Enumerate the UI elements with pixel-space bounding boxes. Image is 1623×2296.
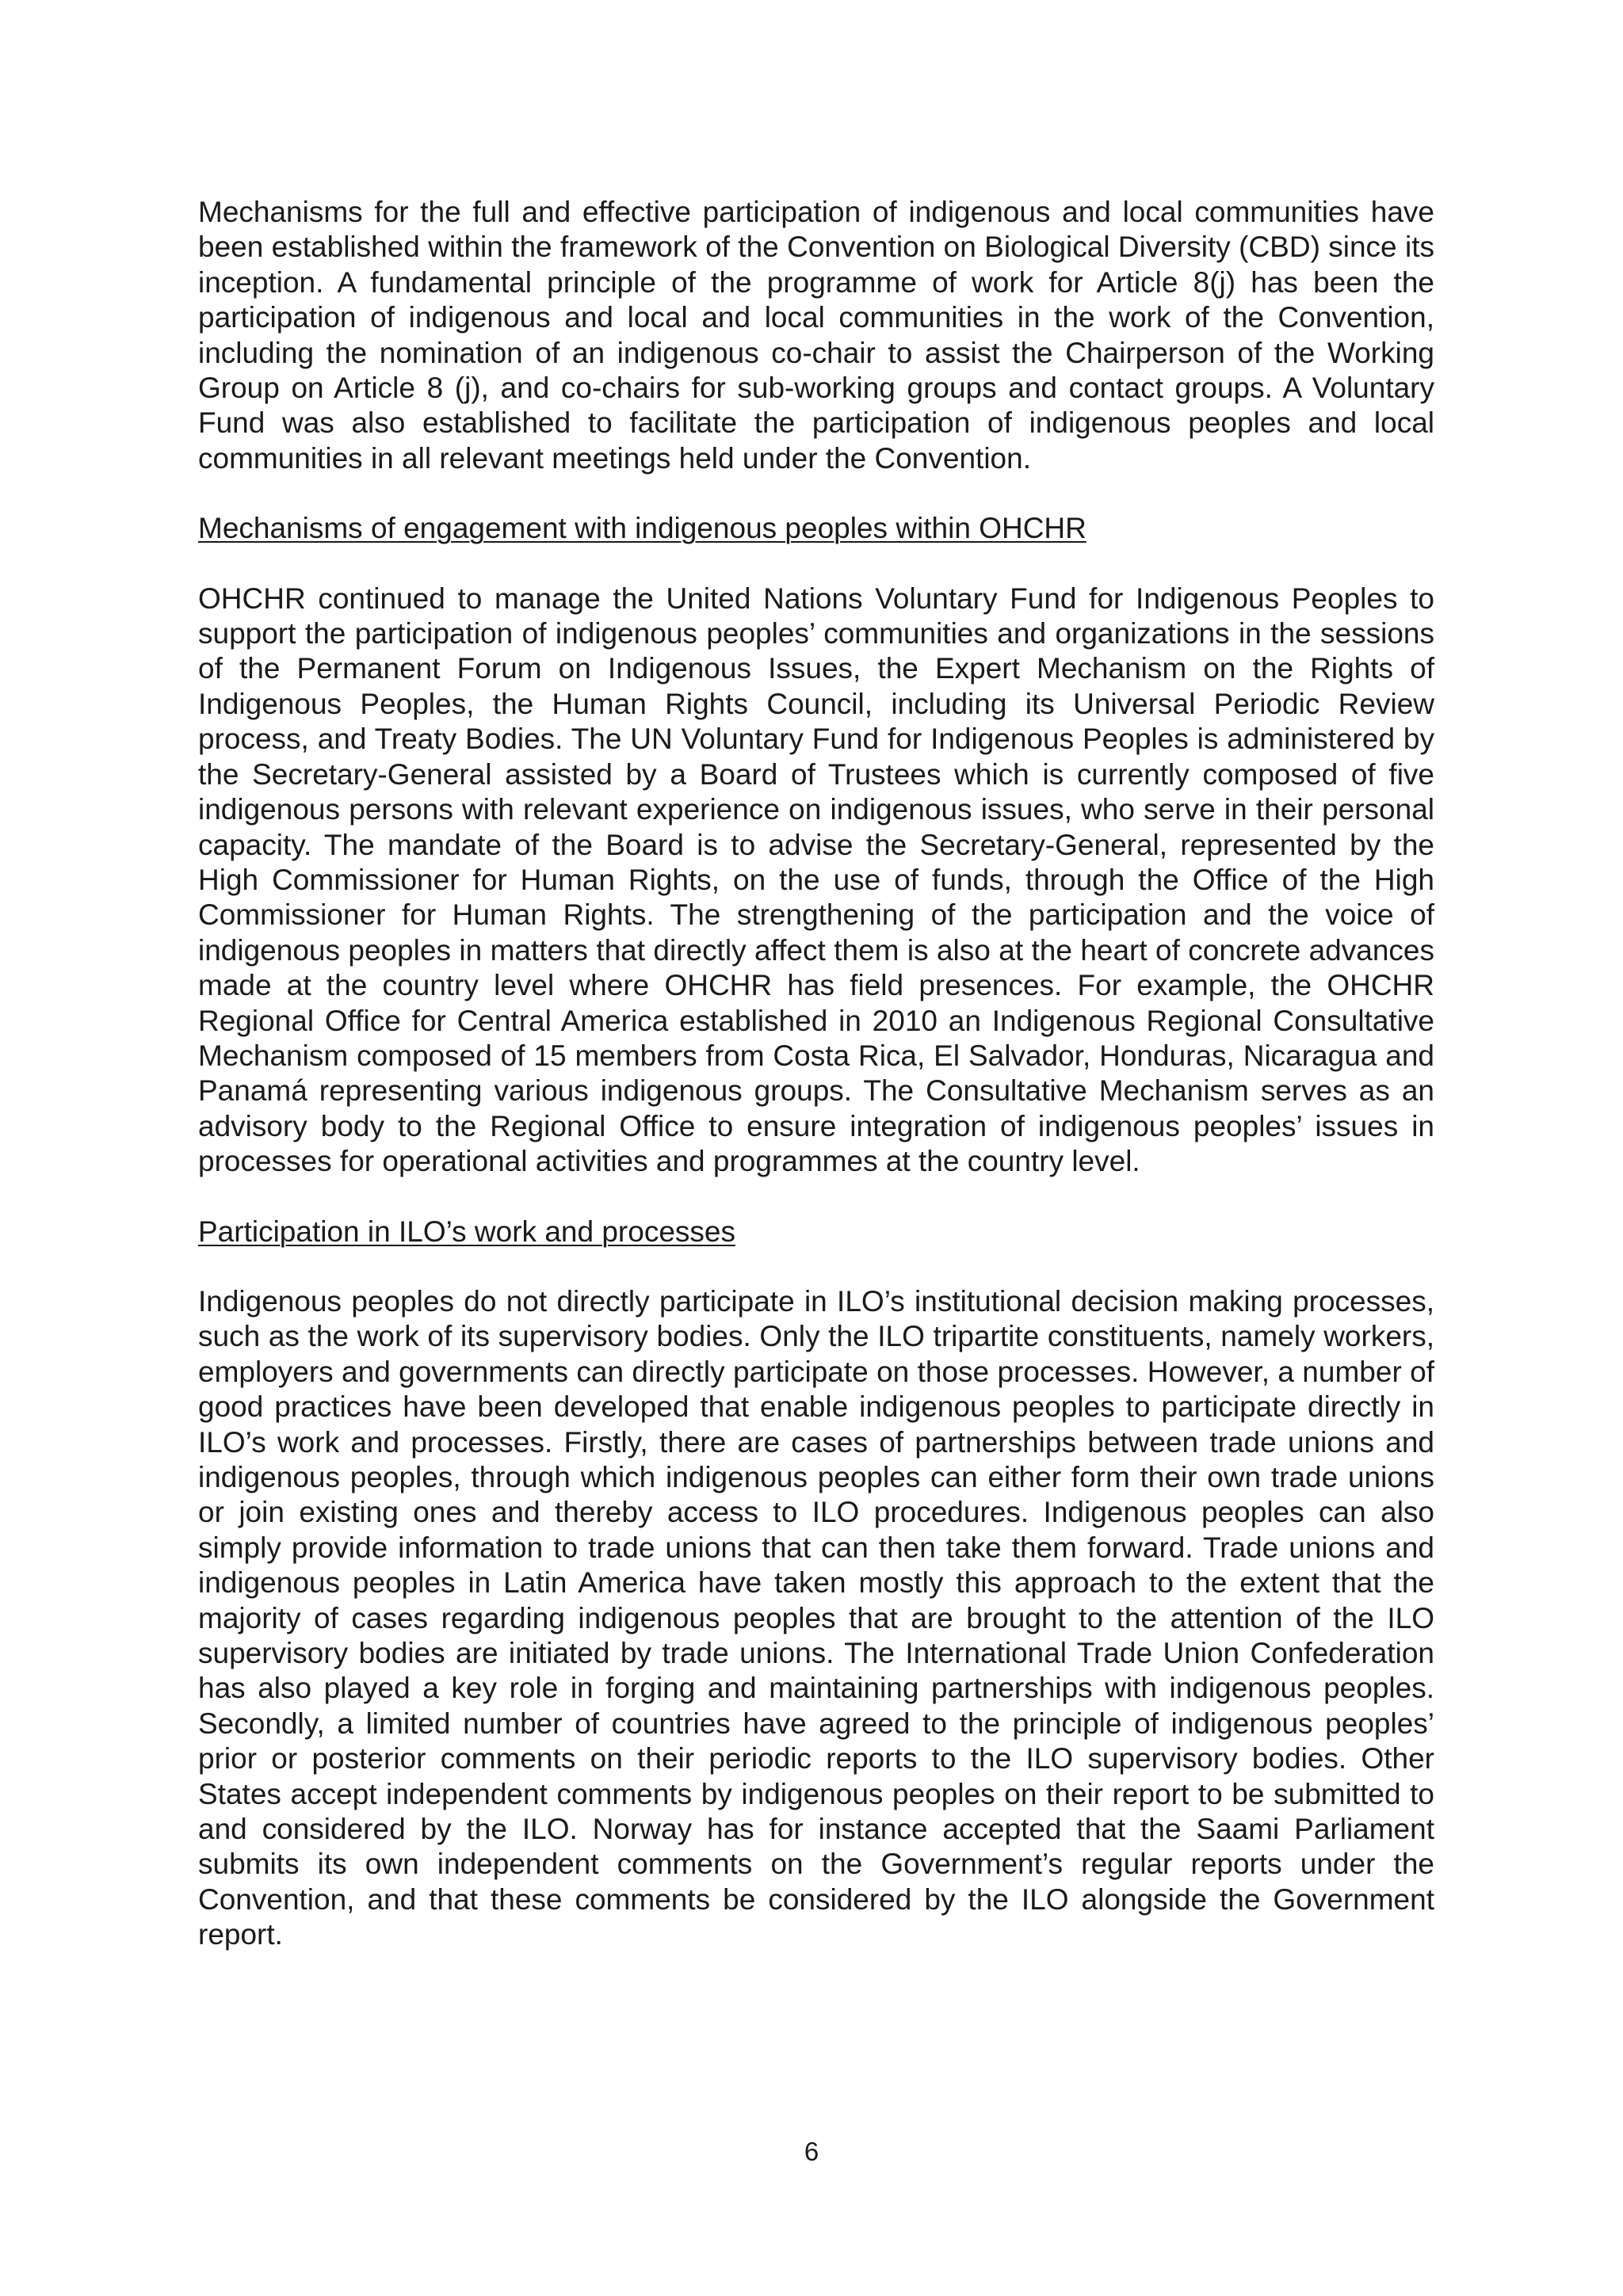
paragraph-ilo-participation: Indigenous peoples do not directly participate in ILO’s institutional decision making processes, such as the work of its supervisory bodies. Only the ILO tripartite constituents, namely workers, employers and governments can directly participate on those processes. However, a number of good practices have been developed that enable indigenous peoples to participate directly in ILO’s work and processes. Firstly, there are cases of partnerships between trade unions and indigenous peoples, through which indigenous peoples can either form their own trade unions or join existing ones and thereby access to ILO procedures. Indigenous peoples can also simply provide information to trade unions that can then take them forward. Trade unions and indigenous peoples in Latin America have taken mostly this approach to the extent that the majority of cases regarding indigenous peoples that are brought to the attention of the ILO supervisory bodies are initiated by trade unions. The International Trade Union Confederation has also played a key role in forging and maintaining partnerships with indigenous peoples. Secondly, a limited number of countries have agreed to the principle of indigenous peoples’ prior or posterior comments on their periodic reports to the ILO supervisory bodies. Other States accept independent comments by indigenous peoples on their report to be submitted to and considered by the ILO. Norway has for instance accepted that the Saami Parliament submits its own independent comments on the Government’s regular reports under the Convention, and that these comments be considered by the ILO alongside the Government report.: [198, 1284, 1434, 1951]
paragraph-ohchr-voluntary-fund: OHCHR continued to manage the United Nations Voluntary Fund for Indigenous Peoples to support the participation of indigenous peoples’ communities and organizations in the sessions of the Permanent Forum on Indigenous Issues, the Expert Mechanism on the Rights of Indigenous Peoples, the Human Rights Council, including its Universal Periodic Review process, and Treaty Bodies. The UN Voluntary Fund for Indigenous Peoples is administered by the Secretary-General assisted by a Board of Trustees which is currently composed of five indigenous persons with relevant experience on indigenous issues, who serve in their personal capacity. The mandate of the Board is to advise the Secretary-General, represented by the High Commissioner for Human Rights, on the use of funds, through the Office of the High Commissioner for Human Rights. The strengthening of the participation and the voice of indigenous peoples in matters that directly affect them is also at the heart of concrete advances made at the country level where OHCHR has field presences. For example, the OHCHR Regional Office for Central America established in 2010 an Indigenous Regional Consultative Mechanism composed of 15 members from Costa Rica, El Salvador, Honduras, Nicaragua and Panamá representing various indigenous groups. The Consultative Mechanism serves as an advisory body to the Regional Office to ensure integration of indigenous peoples’ issues in processes for operational activities and programmes at the country level.: [198, 582, 1434, 1178]
paragraph-spacer: [198, 547, 1434, 582]
paragraph-spacer: [198, 476, 1434, 511]
paragraph-spacer: [198, 1180, 1434, 1215]
section-heading-ohchr: Mechanisms of engagement with indigenous peoples within OHCHR: [198, 512, 1086, 545]
document-body: [198, 195, 1434, 1953]
page-number: 6: [804, 2137, 819, 2166]
paragraph-cbd-mechanisms: Mechanisms for the full and effective participation of indigenous and local communities have been established within the framework of the Convention on Biological Diversity (CBD) since its inception. A fundamental principle of the programme of work for Article 8(j) has been the participation of indigenous and local and local communities in the work of the Convention, including the nomination of an indigenous co-chair to assist the Chairperson of the Working Group on Article 8 (j), and co-chairs for sub-working groups and contact groups. A Voluntary Fund was also established to facilitate the participation of indigenous peoples and local communities in all relevant meetings held under the Convention.: [198, 196, 1434, 475]
section-heading-ilo: Participation in ILO’s work and processes: [198, 1215, 735, 1248]
paragraph-spacer: [198, 1249, 1434, 1284]
